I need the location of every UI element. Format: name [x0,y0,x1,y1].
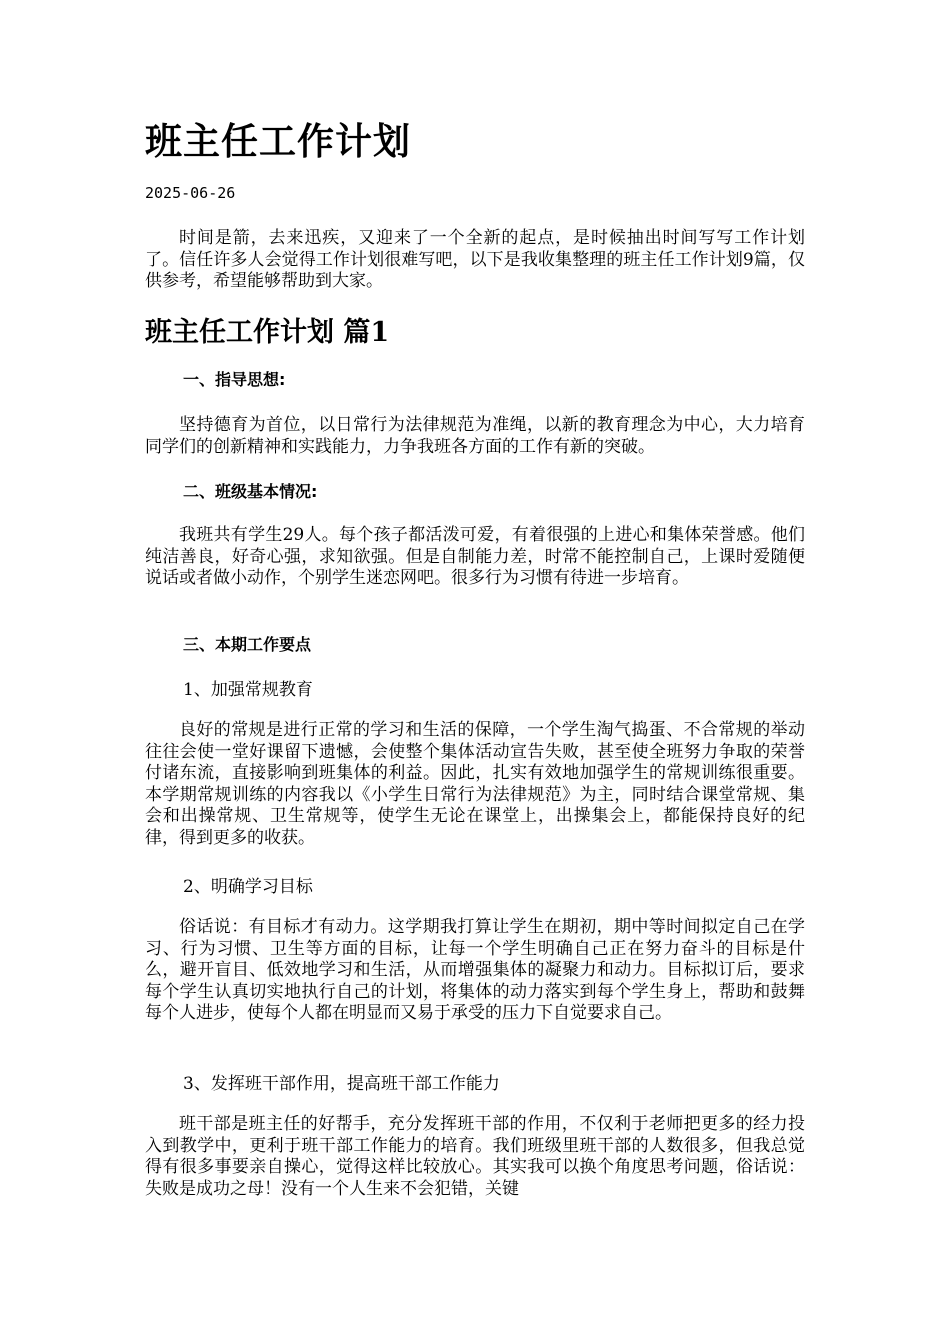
item3-paragraph: 班干部是班主任的好帮手，充分发挥班干部的作用，不仅利于老师把更多的经力投入到教学中，更利于班干部工作能力的培育。我们班级里班干部的人数很多，但我总觉得有很多事要亲自操心，觉得这样比较放心。其实我可以换个角度思考问题，俗话说：失败是成功之母！没有一个人生来不会犯错，关键 [145,1114,805,1199]
item3-heading: 3、发挥班干部作用，提高班干部工作能力 [183,1074,500,1094]
document-date: 2025-06-26 [145,184,236,202]
item1-heading: 1、加强常规教育 [183,680,313,700]
class-paragraph: 我班共有学生29人。每个孩子都活泼可爱，有着很强的上进心和集体荣誉感。他们纯洁善良，好奇心强，求知欲强。但是自制能力差，时常不能控制自己，上课时爱随便说话或者做小动作，个别学生迷恋网吧。很多行为习惯有待进一步培育。 [145,525,805,588]
points-heading: 三、本期工作要点 [183,635,312,654]
section-heading: 班主任工作计划 篇1 [145,317,390,348]
item2-paragraph: 俗话说：有目标才有动力。这学期我打算让学生在期初，期中等时间拟定自己在学习、行为习惯、卫生等方面的目标，让每一个学生明确自己正在努力奋斗的目标是什么，避开盲目、低效地学习和生活，从而增强集体的凝聚力和动力。目标拟订后，要求每个学生认真切实地执行自己的计划，将集体的动力落实到每个学生身上，帮助和鼓舞每个人进步，使每个人都在明显而又易于承受的压力下自觉要求自己。 [145,917,805,1023]
guiding-heading: 一、指导思想: [183,370,286,389]
class-heading: 二、班级基本情况: [183,482,318,501]
document-title: 班主任工作计划 [145,119,411,163]
item1-paragraph: 良好的常规是进行正常的学习和生活的保障，一个学生淘气捣蛋、不合常规的举动往往会使一堂好课留下遗憾，会使整个集体活动宣告失败，甚至使全班努力争取的荣誉付诸东流，直接影响到班集体的利益。因此，扎实有效地加强学生的常规训练很重要。本学期常规训练的内容我以《小学生日常行为法律规范》为主，同时结合课堂常规、集会和出操常规、卫生常规等，使学生无论在课堂上，出操集会上，都能保持良好的纪律，得到更多的收获。 [145,720,805,848]
guiding-paragraph: 坚持德育为首位，以日常行为法律规范为准绳，以新的教育理念为中心，大力培育同学们的创新精神和实践能力，力争我班各方面的工作有新的突破。 [145,415,805,457]
item2-heading: 2、明确学习目标 [183,877,313,897]
intro-paragraph: 时间是箭，去来迅疾，又迎来了一个全新的起点，是时候抽出时间写写工作计划了。信任许多人会觉得工作计划很难写吧，以下是我收集整理的班主任工作计划9篇，仅供参考，希望能够帮助到大家。 [145,228,805,291]
